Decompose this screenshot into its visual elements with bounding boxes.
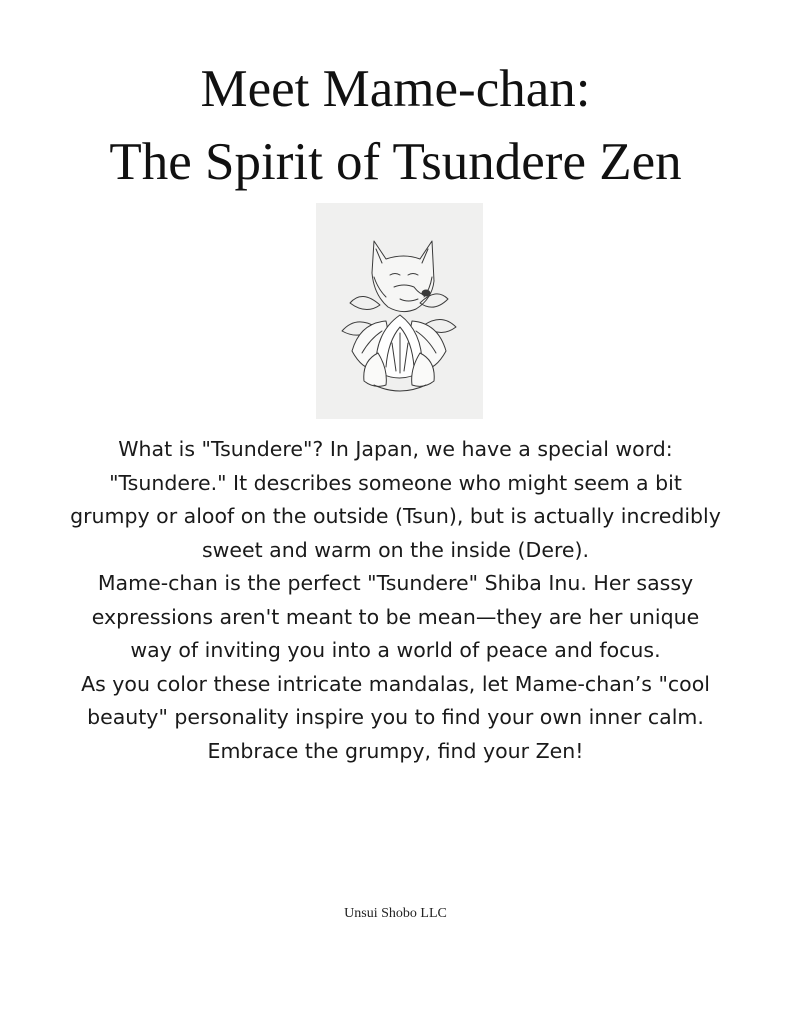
intro-text [70,433,721,768]
paragraph-coloring: As you color these intricate mandalas, let Mame-chan’s "cool beauty" personality inspire you to find your own inner calm. Embrace the grumpy, find your Zen! [81,671,710,763]
page-subtitle: The Spirit of Tsundere Zen [109,133,682,191]
paragraph-mame-chan: Mame-chan is the perfect "Tsundere" Shiba Inu. Her sassy expressions aren't meant to be mean—they are her unique way of inviting you into a world of peace and focus. [91,571,700,662]
shiba-inu-icon [316,203,483,419]
paragraph-tsundere-definition: What is "Tsundere"? In Japan, we have a special word: "Tsundere." It describes someone who might seem a bit grumpy or aloof on the outside (Tsun), but is actually incredibly sweet and warm on the inside (Dere). [70,437,721,562]
shiba-inu-lotus-illustration [316,203,483,419]
page-title: Meet Mame-chan: [200,60,591,118]
publisher-name: Unsui Shobo LLC [344,906,447,921]
